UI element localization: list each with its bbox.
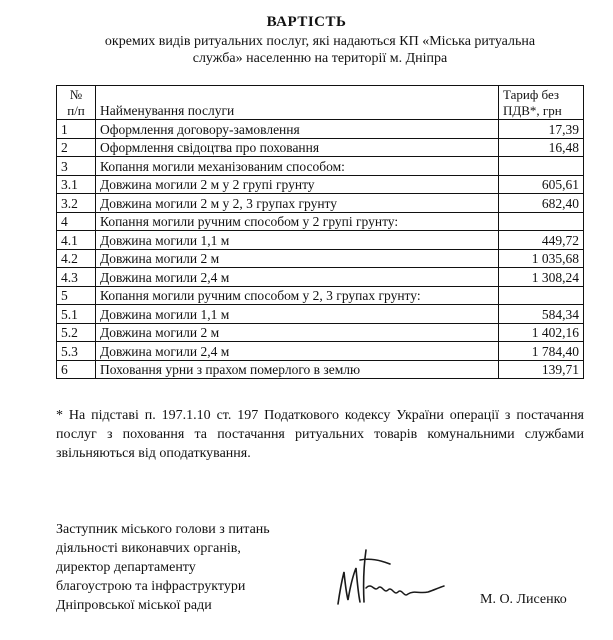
row-tariff: 16,48 [499, 138, 584, 157]
row-number: 5.1 [57, 305, 96, 324]
signer-name: М. О. Лисенко [480, 592, 567, 607]
row-number: 6 [57, 360, 96, 379]
row-number: 3 [57, 157, 96, 176]
header-number [57, 86, 96, 120]
table-row [57, 194, 584, 213]
row-tariff: 1 402,16 [499, 323, 584, 342]
row-service-name: Довжина могили 2 м у 2, 3 групах грунту [96, 194, 499, 213]
table-row [57, 175, 584, 194]
row-tariff [499, 212, 584, 231]
row-number: 3.2 [57, 194, 96, 213]
document-subtitle [60, 33, 580, 67]
tax-footnote: * На підставі п. 197.1.10 ст. 197 Податкового кодексу України операції з постачання послуг з поховання та постачання ритуальних товарів комунальними службами звільняються від оподаткування. [56, 408, 584, 461]
row-service-name: Оформлення свідоцтва про поховання [96, 138, 499, 157]
row-service-name: Довжина могили 2,4 м [96, 342, 499, 361]
row-tariff: 449,72 [499, 231, 584, 250]
row-service-name: Копання могили ручним способом у 2, 3 групах грунту: [96, 286, 499, 305]
row-number: 4 [57, 212, 96, 231]
row-tariff: 584,34 [499, 305, 584, 324]
table-row [57, 286, 584, 305]
row-tariff: 1 035,68 [499, 249, 584, 268]
row-tariff: 17,39 [499, 120, 584, 139]
header-tariff [499, 86, 584, 120]
table-row [57, 138, 584, 157]
row-service-name: Довжина могили 1,1 м [96, 305, 499, 324]
row-number: 4.3 [57, 268, 96, 287]
table-row [57, 342, 584, 361]
header-number-line-1: № [69, 87, 83, 102]
row-number: 3.1 [57, 175, 96, 194]
table-row [57, 120, 584, 139]
handwritten-signature [330, 542, 450, 614]
row-number: 4.1 [57, 231, 96, 250]
row-number: 4.2 [57, 249, 96, 268]
header-service-name: Найменування послуги [96, 86, 499, 120]
row-number: 5.2 [57, 323, 96, 342]
tariff-table [56, 85, 584, 379]
row-service-name: Довжина могили 2,4 м [96, 268, 499, 287]
row-service-name: Копання могили механізованим способом: [96, 157, 499, 176]
row-service-name: Довжина могили 1,1 м [96, 231, 499, 250]
header-tariff-line-2: ПДВ*, грн [503, 103, 562, 118]
row-tariff [499, 157, 584, 176]
row-number: 2 [57, 138, 96, 157]
row-service-name: Оформлення договору-замовлення [96, 120, 499, 139]
signatory-position [56, 520, 316, 615]
table-row [57, 231, 584, 250]
row-tariff [499, 286, 584, 305]
header-tariff-line-1: Тариф без [503, 87, 560, 102]
document-title: ВАРТІСТЬ [266, 14, 347, 30]
row-service-name: Довжина могили 2 м у 2 групі грунту [96, 175, 499, 194]
table-row [57, 360, 584, 379]
row-tariff: 605,61 [499, 175, 584, 194]
row-tariff: 1 308,24 [499, 268, 584, 287]
position-line: Заступник міського голови з питань [56, 522, 270, 537]
row-number: 5 [57, 286, 96, 305]
position-line: благоустрою та інфраструктури [56, 579, 246, 594]
table-row [57, 305, 584, 324]
row-tariff: 682,40 [499, 194, 584, 213]
row-number: 1 [57, 120, 96, 139]
position-line: директор департаменту [56, 560, 196, 575]
table-row [57, 157, 584, 176]
position-line: Дніпровської міської ради [56, 598, 212, 613]
row-service-name: Копання могили ручним способом у 2 групі грунту: [96, 212, 499, 231]
table-body [57, 120, 584, 379]
row-service-name: Довжина могили 2 м [96, 323, 499, 342]
table-row [57, 323, 584, 342]
row-service-name: Довжина могили 2 м [96, 249, 499, 268]
position-line: діяльності виконавчих органів, [56, 541, 241, 556]
subtitle-line-2: служба» населенню на території м. Дніпра [192, 51, 448, 66]
subtitle-line-1: окремих видів ритуальних послуг, які надаються КП «Міська ритуальна [104, 34, 536, 49]
row-service-name: Поховання урни з прахом померлого в землю [96, 360, 499, 379]
row-number: 5.3 [57, 342, 96, 361]
table-row [57, 249, 584, 268]
table-row [57, 268, 584, 287]
row-tariff: 139,71 [499, 360, 584, 379]
table-header-row [57, 86, 584, 120]
table-row [57, 212, 584, 231]
row-tariff: 1 784,40 [499, 342, 584, 361]
header-number-line-2: п/п [67, 103, 85, 118]
